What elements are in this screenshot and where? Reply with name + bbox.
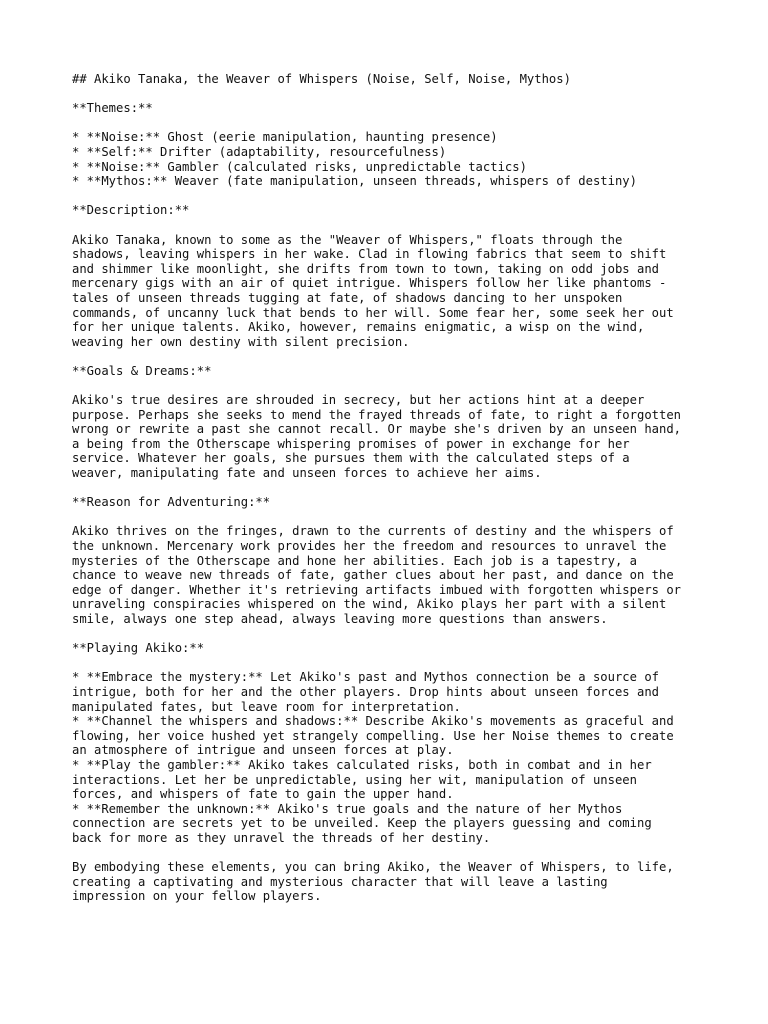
paragraph-line: chance to weave new threads of fate, gather clues about her past, and dance on the [72, 568, 674, 583]
paragraph-line: weaver, manipulating fate and unseen forces to achieve her aims. [72, 466, 542, 481]
reason-paragraph [72, 524, 712, 626]
paragraph-line: and shimmer like moonlight, she drifts from town to town, taking on odd jobs and [72, 261, 659, 276]
spacer [72, 349, 712, 364]
description-paragraph [72, 233, 712, 350]
spacer [72, 656, 712, 671]
reason-heading: **Reason for Adventuring:** [72, 495, 271, 510]
paragraph-line: creating a captivating and mysterious character that will leave a lasting [72, 874, 608, 889]
paragraph-line: a being from the Otherscape whispering promises of power in exchange for her [72, 436, 630, 451]
theme-item: * **Noise:** Ghost (eerie manipulation, haunting presence) [72, 130, 498, 145]
playing-list [72, 670, 712, 845]
spacer [72, 845, 712, 860]
playing-line: * **Remember the unknown:** Akiko's true goals and the nature of her Mythos [72, 801, 623, 816]
paragraph-line: impression on your fellow players. [72, 889, 322, 904]
themes-heading: **Themes:** [72, 101, 153, 116]
closing-paragraph [72, 860, 712, 904]
playing-line: manipulated fates, but leave room for interpretation. [72, 699, 461, 714]
playing-line: back for more as they unravel the threads of her destiny. [72, 830, 491, 845]
paragraph-line: Akiko thrives on the fringes, drawn to the currents of destiny and the whispers of [72, 524, 674, 539]
paragraph-line: purpose. Perhaps she seeks to mend the frayed threads of fate, to right a forgotten [72, 407, 682, 422]
paragraph-line: Akiko's true desires are shrouded in secrecy, but her actions hint at a deeper [72, 393, 645, 408]
theme-item: * **Mythos:** Weaver (fate manipulation, unseen threads, whispers of destiny) [72, 174, 637, 189]
playing-line: an atmosphere of intrigue and unseen forces at play. [72, 743, 454, 758]
paragraph-line: commands, of uncanny luck that bends to her will. Some fear her, some seek her out [72, 305, 674, 320]
spacer [72, 378, 712, 393]
playing-heading: **Playing Akiko:** [72, 641, 205, 656]
paragraph-line: mysteries of the Otherscape and hone her abilities. Each job is a tapestry, a [72, 553, 637, 568]
spacer [72, 627, 712, 642]
spacer [72, 481, 712, 496]
playing-line: * **Play the gambler:** Akiko takes calculated risks, both in combat and in her [72, 757, 652, 772]
spacer [72, 87, 712, 102]
playing-line: interactions. Let her be unpredictable, using her wit, manipulation of unseen [72, 772, 637, 787]
paragraph-line: edge of danger. Whether it's retrieving artifacts imbued with forgotten whispers or [72, 582, 682, 597]
document-title: ## Akiko Tanaka, the Weaver of Whispers (Noise, Self, Noise, Mythos) [72, 72, 571, 86]
paragraph-line: smile, always one step ahead, always leaving more questions than answers. [72, 611, 608, 626]
document-page [72, 72, 712, 904]
spacer [72, 116, 712, 131]
paragraph-line: wrong or rewrite a past she cannot recall. Or maybe she's driven by an unseen hand, [72, 422, 682, 437]
playing-line: intrigue, both for her and the other players. Drop hints about unseen forces and [72, 684, 659, 699]
themes-list [72, 130, 712, 188]
playing-line: * **Channel the whispers and shadows:** Describe Akiko's movements as graceful and [72, 714, 674, 729]
theme-item: * **Noise:** Gambler (calculated risks, unpredictable tactics) [72, 159, 527, 174]
paragraph-line: unraveling conspiracies whispered on the wind, Akiko plays her part with a silent [72, 597, 667, 612]
goals-heading: **Goals & Dreams:** [72, 363, 212, 378]
paragraph-line: shadows, leaving whispers in her wake. Clad in flowing fabrics that seem to shift [72, 247, 667, 262]
paragraph-line: By embodying these elements, you can bring Akiko, the Weaver of Whispers, to life, [72, 860, 674, 875]
goals-paragraph [72, 393, 712, 481]
paragraph-line: for her unique talents. Akiko, however, remains enigmatic, a wisp on the wind, [72, 320, 645, 335]
paragraph-line: the unknown. Mercenary work provides her the freedom and resources to unravel the [72, 539, 667, 553]
spacer [72, 189, 712, 204]
paragraph-line: weaving her own destiny with silent precision. [72, 334, 410, 349]
playing-line: * **Embrace the mystery:** Let Akiko's past and Mythos connection be a source of [72, 670, 659, 685]
spacer [72, 510, 712, 525]
description-heading: **Description:** [72, 203, 190, 218]
playing-line: forces, and whispers of fate to gain the upper hand. [72, 787, 454, 802]
paragraph-line: mercenary gigs with an air of quiet intrigue. Whispers follow her like phantoms - [72, 276, 667, 291]
paragraph-line: tales of unseen threads tugging at fate, of shadows dancing to her unspoken [72, 290, 623, 305]
theme-item: * **Self:** Drifter (adaptability, resourcefulness) [72, 144, 447, 159]
playing-line: connection are secrets yet to be unveiled. Keep the players guessing and coming [72, 816, 652, 831]
paragraph-line: Akiko Tanaka, known to some as the "Weaver of Whispers," floats through the [72, 232, 623, 247]
spacer [72, 218, 712, 233]
paragraph-line: service. Whatever her goals, she pursues them with the calculated steps of a [72, 451, 630, 466]
playing-line: flowing, her voice hushed yet strangely compelling. Use her Noise themes to create [72, 728, 674, 743]
